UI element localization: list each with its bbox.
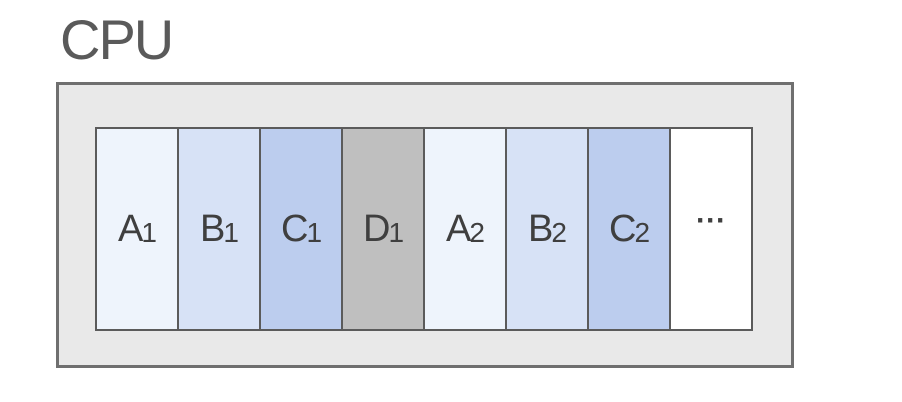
slot-ellipsis	[671, 129, 751, 329]
slot-subscript: 2	[634, 217, 650, 248]
slot-subscript: 2	[469, 217, 484, 248]
slot-b1	[179, 129, 261, 329]
slot-a1	[97, 129, 179, 329]
slot-c2	[589, 129, 671, 329]
slot-b2	[507, 129, 589, 329]
slot-letter: C	[608, 207, 635, 250]
slot-subscript: 1	[141, 217, 156, 248]
slot-row	[95, 127, 753, 331]
slot-letter: A	[118, 207, 142, 250]
slot-letter: C	[280, 207, 307, 250]
slot-c1	[261, 129, 343, 329]
ellipsis-text: ···	[696, 204, 726, 237]
cpu-label: CPU	[60, 8, 173, 71]
slot-subscript: 1	[388, 217, 404, 248]
slot-a2	[425, 129, 507, 329]
slot-subscript: 1	[223, 217, 238, 248]
slot-d1	[343, 129, 425, 329]
slot-subscript: 1	[306, 217, 322, 248]
slot-subscript: 2	[551, 217, 566, 248]
slot-letter: B	[200, 207, 224, 250]
slot-letter: D	[362, 207, 389, 250]
slot-letter: A	[446, 207, 470, 250]
slot-letter: B	[528, 207, 552, 250]
